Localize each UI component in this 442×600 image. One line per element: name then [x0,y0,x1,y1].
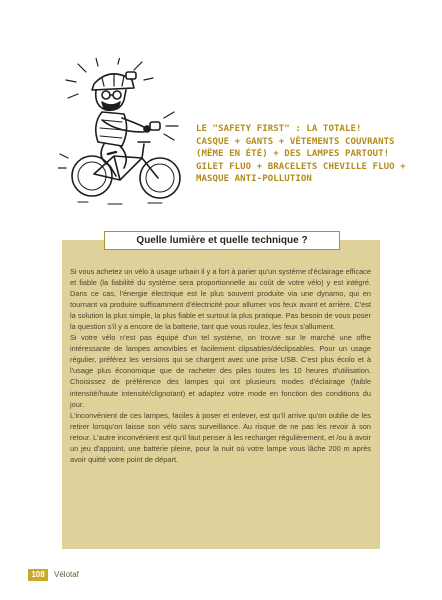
caption-line: LE "SAFETY FIRST" : LA TOTALE! [196,124,362,134]
running-title: Vélotaf [54,570,79,579]
paragraph: L'inconvénient de ces lampes, faciles à poser et enlever, est qu'il arrive qu'on oublie de les retirer lorsqu'on laisse son vélo sans surveillance. Au risque de ne pas les revoir à son retour. L'autre inconvénient est qu'il faut penser à les recharger régulièrement, et /ou à avoir un jeu d'appoint, une batterie pleine, pour la nuit où votre lampe vous lâche 200 m après avoir quitté votre point de départ. [70,410,371,464]
caption-line: (MÊME EN ÉTÉ) + DES LAMPES PARTOUT! [196,149,390,159]
paragraph: Si votre vélo n'est pas équipé d'un tel système, on trouve sur le marché une offre intéressante de lampes amovibles et facilement clipsables/déclipsables. Pour un usage régulier, préférez les versions qui se chargent avec une prise USB. C'est plus écolo et à l'usage plus économique que de racheter des piles toutes les 10 heures d'utilisation. Choisissez de préférence des lampes qui ont plusieurs modes d'éclairage (faible intensité/haute intensité/clignotant) et adaptez votre mode en fonction des conditions du jour. [70,333,371,409]
paragraph: Si vous achetez un vélo à usage urbain il y a fort à parier qu'un système d'éclairage efficace et fiable (la fiabilité du système sera proportionnelle au coût de votre vélo) y est intégré. Dans ce cas, l'énergie électrique est le plus souvent produite via une dynamo, qui en tournant va produire suffisamment d'électricité pour allumer vos feux avant et arrière. C'est la solution la plus simple, la plus fiable et surtout la plus pratique. Pas besoin de vous poser la question s'il y a encore de la batterie, tant que vous roulez, les feux s'allument. [70,267,371,332]
caption-line: GILET FLUO + BRACELETS CHEVILLE FLUO + [196,161,406,172]
caption-line: CASQUE + GANTS + VÊTEMENTS COUVRANTS [196,136,395,147]
illustration-caption [196,123,411,186]
caption-line: MASQUE ANTI-POLLUTION [196,174,312,184]
info-box-text [70,266,371,465]
info-box-title: Quelle lumière et quelle technique ? [104,231,340,250]
page-number: 108 [28,569,48,581]
cyclist-illustration [58,58,198,208]
